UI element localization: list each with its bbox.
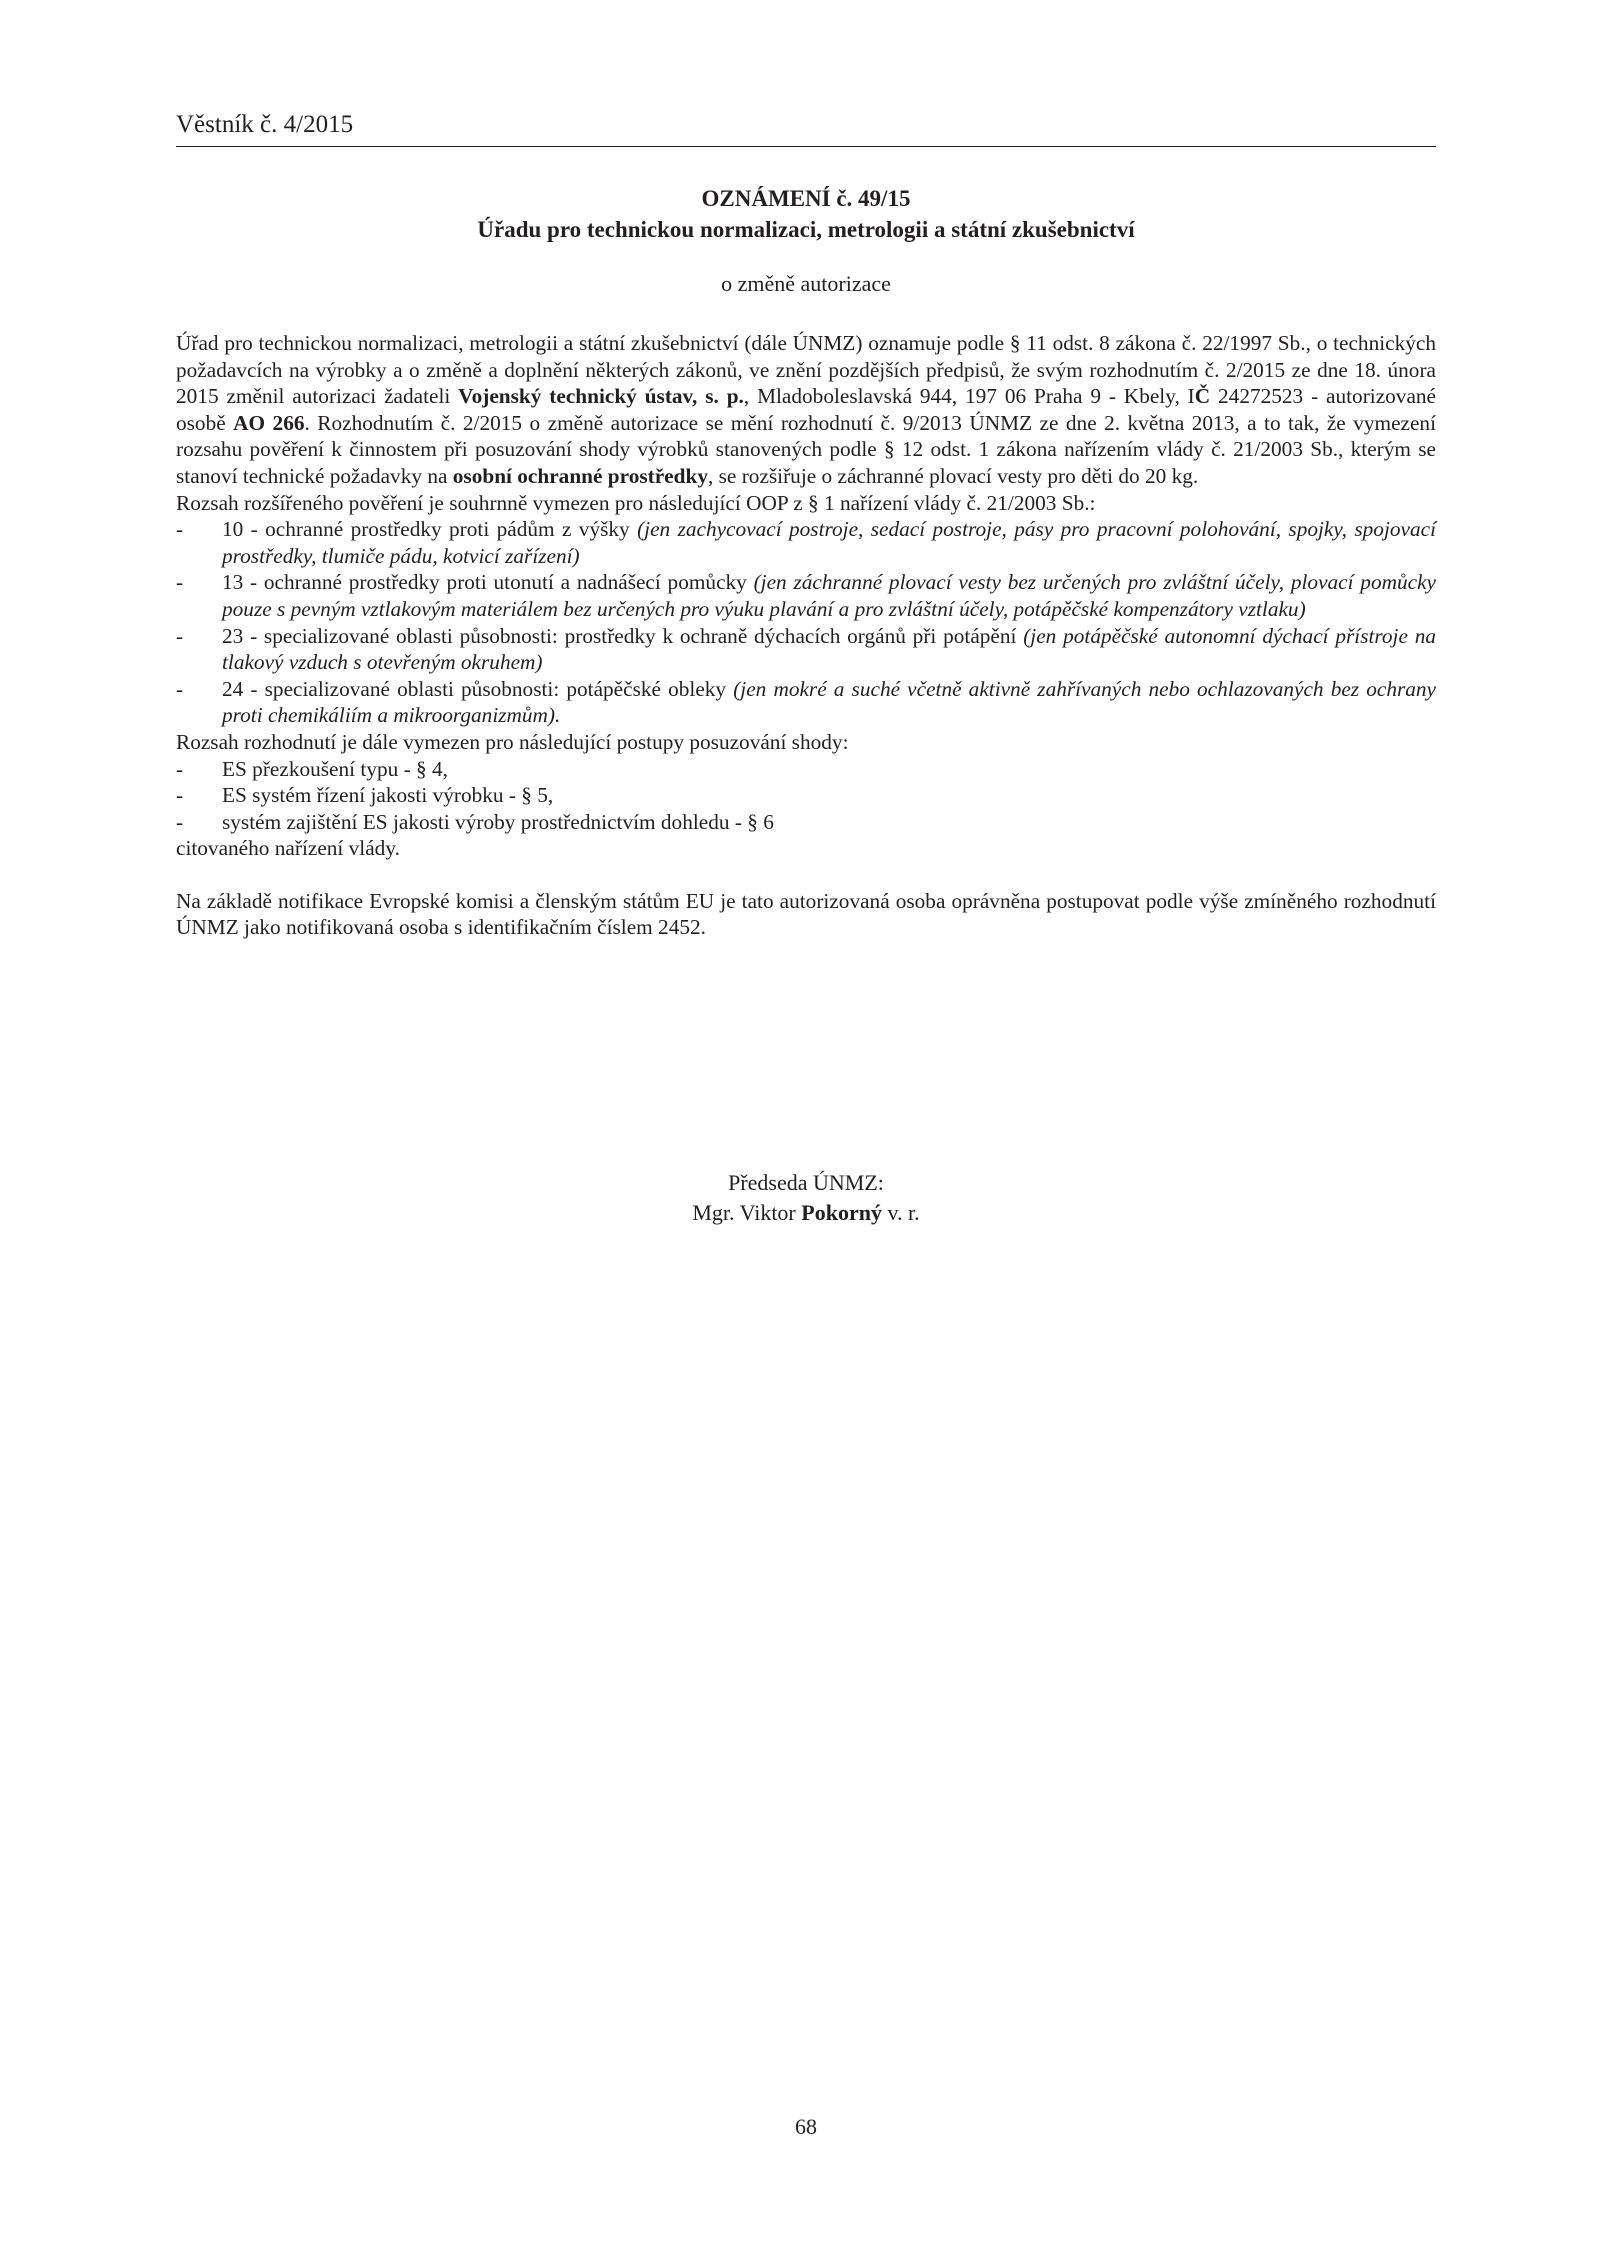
procedures-outro: citovaného nařízení vlády. [176, 836, 400, 861]
signatory-suffix: v. r. [881, 1200, 920, 1225]
page-number: 68 [795, 2114, 817, 2139]
intro-paragraph [176, 330, 1436, 490]
ppe-term: osobní ochranné prostředky [452, 463, 708, 488]
notice-authority: Úřadu pro technickou normalizaci, metrologii a státní zkušebnictví [477, 217, 1135, 242]
intro-text-3: 24272523 - autorizované osobě [176, 384, 1437, 435]
notice-number: OZNÁMENÍ č. 49/15 [701, 186, 911, 211]
scope-item-detail: (jen záchranné plovací vesty bez určených pro zvláštní účely, plovací pomůcky pouze s pevným vztlakovým materiálem bez určených pro výuku plavání a pro zvláštní účely, potápěčské kompenzátory vztlaku) [222, 570, 1436, 621]
procedures-list [176, 756, 1436, 836]
list-dash: - [176, 623, 184, 648]
signatory-name [176, 1198, 1436, 1228]
list-item [176, 756, 1436, 783]
list-dash: - [176, 676, 184, 701]
notification-paragraph: Na základě notifikace Evropské komisi a členským státům EU je tato autorizovaná osoba oprávněna postupovat podle výše zmíněného rozhodnutí ÚNMZ jako notifikovaná osoba s identifikačním číslem 2452. [176, 888, 1436, 940]
list-item [176, 809, 1436, 836]
signature-block [176, 1168, 1436, 1228]
list-dash: - [176, 517, 184, 542]
intro-text-5: , se rozšiřuje o záchranné plovací vesty pro děti do 20 kg. [707, 463, 1199, 488]
list-item [176, 782, 1436, 809]
scope-intro: Rozsah rozšířeného pověření je souhrnně vymezen pro následující OOP z § 1 nařízení vlády č. 21/2003 Sb.: [176, 490, 1096, 515]
journal-header: Věstník č. 4/2015 [176, 111, 354, 138]
procedure-text: systém zajištění ES jakosti výroby prostřednictvím dohledu - § 6 [222, 809, 774, 834]
intro-text-1: Úřad pro technickou normalizaci, metrologii a státní zkušebnictví (dále ÚNMZ) oznamuje podle § 11 odst. 8 zákona č. 22/1997 Sb., o technických požadavcích na výrobky a o změně a doplnění některých zákonů, ve znění pozdějších předpisů, že svým rozhodnutím č. 2/2015 ze dne 18. února 2015 změnil autorizaci žadateli [176, 331, 1436, 409]
procedure-text: ES systém řízení jakosti výrobku - § 5, [222, 783, 554, 808]
list-item [176, 516, 1436, 569]
scope-list [176, 516, 1436, 729]
authorized-body-code: AO 266 [233, 410, 305, 435]
list-dash: - [176, 809, 184, 834]
notice-body [176, 330, 1436, 941]
scope-item-detail: (jen zachycovací postroje, sedací postroje, pásy pro pracovní polohování, spojky, spojovací prostředky, tlumiče pádu, kotvicí zařízení) [222, 517, 1436, 568]
header-divider [176, 146, 1436, 147]
list-dash: - [176, 783, 184, 808]
document-page [176, 0, 1436, 2263]
procedures-intro: Rozsah rozhodnutí je dále vymezen pro následující postupy posuzování shody: [176, 729, 849, 754]
intro-text-2: , Mladoboleslavská 944, 197 06 Praha 9 - Kbely, I [743, 384, 1195, 409]
signatory-name-prefix: Mgr. Viktor [692, 1200, 802, 1225]
ic-letter: Č [1194, 384, 1211, 409]
list-dash: - [176, 756, 184, 781]
list-dash: - [176, 570, 184, 595]
scope-item-text: 23 - specializované oblasti působnosti: prostředky k ochraně dýchacích orgánů při potápění [222, 623, 1024, 648]
list-item [176, 623, 1436, 676]
paragraph-gap [176, 862, 1436, 888]
applicant-name: Vojenský technický ústav, s. p. [458, 384, 744, 409]
notice-title-block [176, 183, 1436, 299]
list-item [176, 676, 1436, 729]
scope-item-text: 24 - specializované oblasti působnosti: potápěčské obleky [222, 676, 734, 701]
scope-item-text: 10 - ochranné prostředky proti pádům z výšky [222, 517, 638, 542]
procedure-text: ES přezkoušení typu - § 4, [222, 756, 448, 781]
scope-item-detail: (jen mokré a suché včetně aktivně zahřívaných nebo ochlazovaných bez ochrany proti chemikáliím a mikroorganizmům). [222, 676, 1437, 728]
scope-item-text: 13 - ochranné prostředky proti utonutí a nadnášecí pomůcky [222, 570, 754, 595]
intro-text-4: . Rozhodnutím č. 2/2015 o změně autorizace se mění rozhodnutí č. 9/2013 ÚNMZ ze dne 2. května 2013, a to tak, že vymezení rozsahu pověření k činnostem při posuzování shody výrobků stanovených podle § 12 odst. 1 zákona nařízením vlády č. 21/2003 Sb., kterým se stanoví technické požadavky na [176, 410, 1436, 488]
signatory-surname: Pokorný [801, 1200, 882, 1225]
signatory-role: Předseda ÚNMZ: [728, 1170, 884, 1195]
scope-item-detail: (jen potápěčské autonomní dýchací přístroje na tlakový vzduch s otevřeným okruhem) [222, 623, 1436, 675]
list-item [176, 569, 1436, 622]
notice-subject: o změně autorizace [721, 271, 891, 296]
